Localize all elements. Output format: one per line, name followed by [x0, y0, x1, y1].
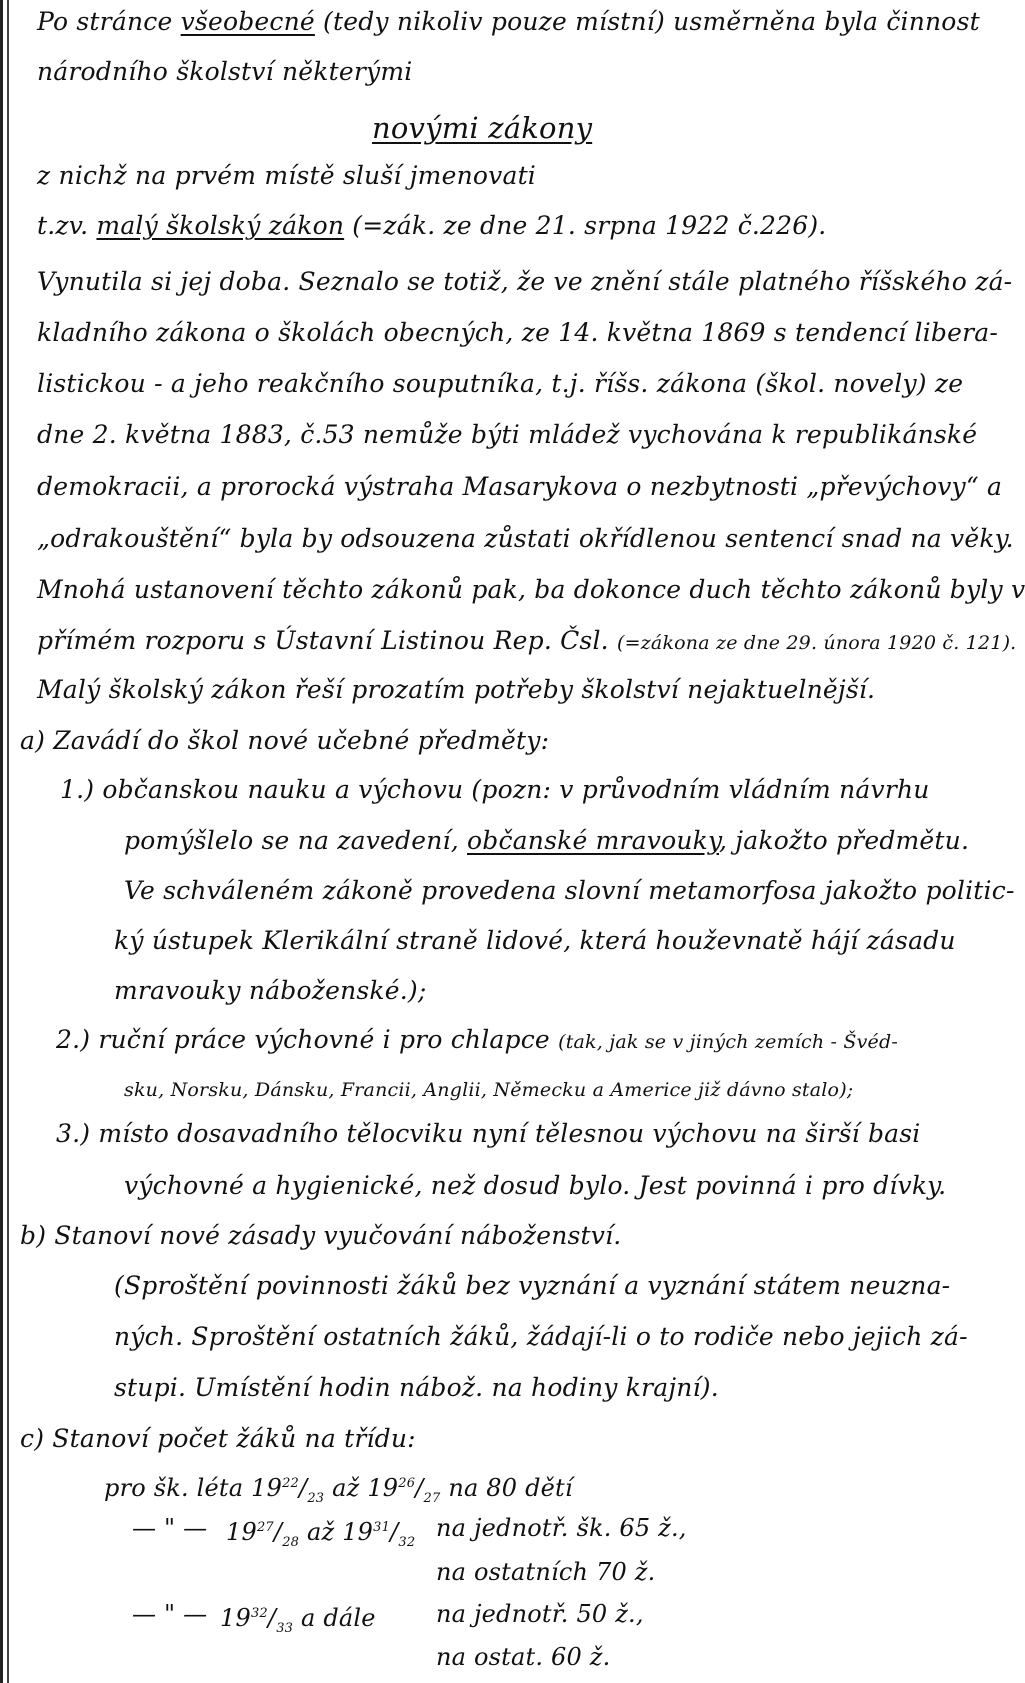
section-a-heading: a) Zavádí do škol nové učebné předměty: [20, 726, 550, 755]
margin-rule-inner [7, 0, 9, 1683]
text-line: ký ústupek Klerikální straně lidové, která houževnatě hájí zásadu [114, 926, 956, 955]
margin-rule [0, 0, 3, 1683]
text-line: Po stránce všeobecné (tedy nikoliv pouze místní) usměrněna byla činnost [37, 7, 980, 36]
text-line: sku, Norsku, Dánsku, Francii, Anglii, Německu a Americe již dávno stalo); [124, 1079, 854, 1101]
text-line: listickou - a jeho reakčního souputníka, t.j. říšs. zákona (škol. novely) ze [37, 369, 964, 398]
section-b-heading: b) Stanoví nové zásady vyučování náboženství. [20, 1221, 622, 1250]
text-line: ných. Sproštění ostatních žáků, žádají-li o to rodiče nebo jejich zá- [114, 1322, 968, 1351]
text-line: národního školství některými [37, 57, 413, 86]
table-cell: na jednotř. šk. 65 ž., [436, 1514, 687, 1542]
list-item: 2.) ruční práce výchovné i pro chlapce (tak, jak se v jiných zemích - Švéd- [56, 1025, 898, 1054]
table-cell: na ostatních 70 ž. [436, 1558, 656, 1586]
table-row: pro šk. léta $19^{22}/_{23}$ až $19^{26}/_{27}$ na 80 dětí [104, 1474, 573, 1506]
text-line: přímém rozporu s Ústavní Listinou Rep. Čsl. (=zákona ze dne 29. února 1920 č. 121). [37, 626, 1017, 655]
text-line: (Sproštění povinnosti žáků bez vyznání a vyznání státem neuzna- [114, 1271, 951, 1300]
table-cell: $19^{27}/_{28}$ až $19^{31}/_{32}$ [226, 1518, 416, 1550]
text-line: Mnohá ustanovení těchto zákonů pak, ba dokonce duch těchto zákonů byly v [37, 575, 1025, 604]
text-line: stupi. Umístění hodin nábož. na hodiny krajní). [114, 1373, 719, 1402]
table-row: — " — [132, 1600, 208, 1628]
section-heading: novými zákony [372, 111, 593, 145]
text-line: Malý školský zákon řeší prozatím potřeby školství nejaktuelnější. [37, 675, 876, 704]
list-item: 3.) místo dosavadního tělocviku nyní tělesnou výchovu na širší basi [56, 1119, 921, 1148]
table-row: — " — [132, 1514, 208, 1542]
table-cell: na ostat. 60 ž. [436, 1643, 611, 1671]
table-cell: $19^{32}/_{33}$ a dále [220, 1604, 376, 1636]
text-line: demokracii, a prorocká výstraha Masarykova o nezbytnosti „převýchovy“ a [37, 472, 1003, 501]
text-line: pomýšlelo se na zavedení, občanské mravouky, jakožto předmětu. [124, 826, 970, 855]
list-item: 1.) občanskou nauku a výchovu (pozn: v průvodním vládním návrhu [60, 775, 930, 804]
section-c-heading: c) Stanoví počet žáků na třídu: [20, 1424, 416, 1453]
text-line: t.zv. malý školský zákon (=zák. ze dne 21. srpna 1922 č.226). [37, 211, 827, 240]
text-line: z nichž na prvém místě sluší jmenovati [37, 161, 537, 190]
text-line: mravouky náboženské.); [114, 976, 427, 1005]
text-line: „odrakouštění“ byla by odsouzena zůstati okřídlenou sentencí snad na věky. [37, 524, 1014, 553]
text-line: dne 2. května 1883, č.53 nemůže býti mládež vychována k republikánské [37, 420, 978, 449]
text-line: kladního zákona o školách obecných, ze 14. května 1869 s tendencí libera- [37, 318, 999, 347]
text-line: Vynutila si jej doba. Seznalo se totiž, že ve znění stále platného říšského zá- [37, 267, 1013, 296]
text-line: výchovné a hygienické, než dosud bylo. Jest povinná i pro dívky. [124, 1171, 947, 1200]
table-cell: na jednotř. 50 ž., [436, 1600, 644, 1628]
text-line: Ve schváleném zákoně provedena slovní metamorfosa jakožto politic- [124, 876, 1015, 905]
